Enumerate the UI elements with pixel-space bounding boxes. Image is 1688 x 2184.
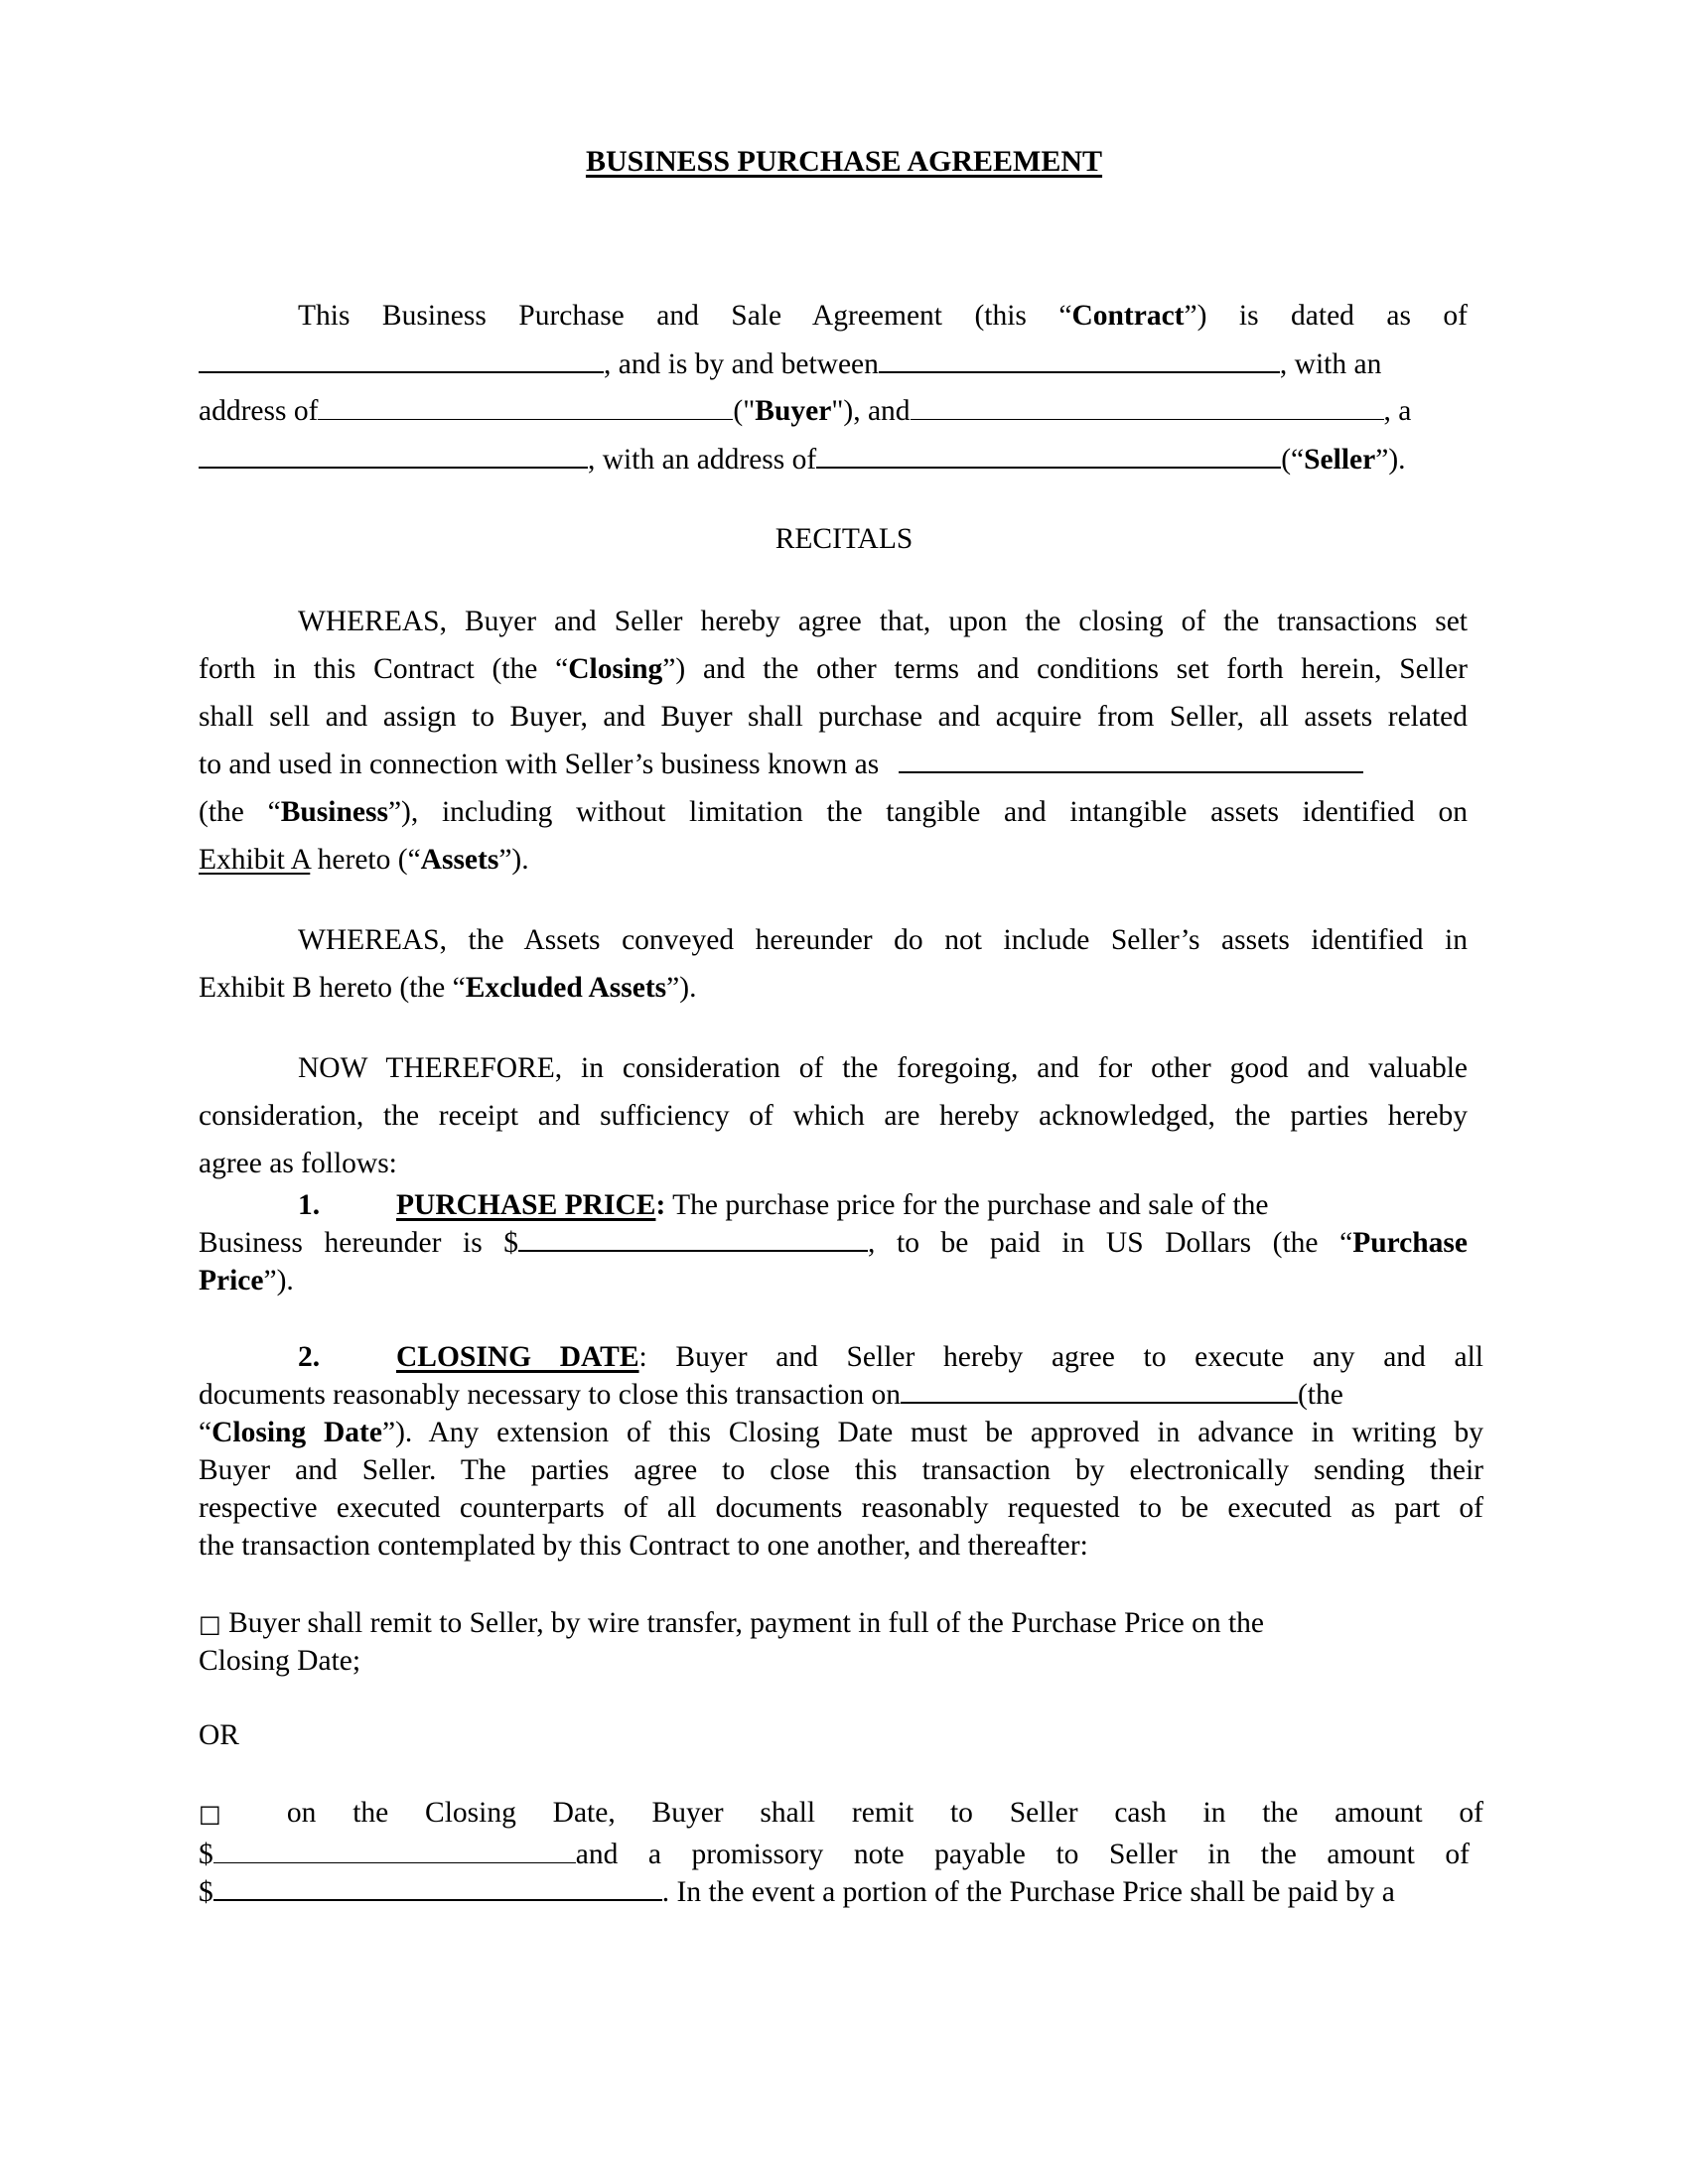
whereas1-line-5: [199, 794, 1468, 830]
text: , a: [1383, 395, 1412, 427]
text: WHEREAS, Buyer and Seller hereby agree that, upon the closing of the transactions set: [298, 606, 1468, 637]
text: (": [733, 395, 756, 427]
text: address of: [199, 395, 319, 427]
section2-line-6: [199, 1528, 1468, 1564]
intro-line-2: [199, 346, 1455, 382]
text: ”).: [666, 972, 697, 1004]
defined-term-closing: Closing: [568, 653, 663, 685]
whereas2-line-2: [199, 970, 1468, 1006]
section2-heading: CLOSING DATE: [396, 1341, 639, 1373]
option2-line-1: [199, 1795, 1483, 1832]
text: . In the event a portion of the Purchase Price shall be paid by a: [661, 1876, 1395, 1908]
defined-term-excluded-assets: Excluded Assets: [465, 972, 667, 1004]
seller-address-blank[interactable]: [816, 445, 1281, 469]
text: ”) and the other terms and conditions set forth herein, Seller: [662, 653, 1468, 685]
defined-term-purchase: Purchase: [1352, 1227, 1468, 1259]
business-name-blank[interactable]: [899, 750, 1363, 773]
whereas1-line-3: [199, 699, 1468, 735]
text: and a promissory note payable to Seller in the amount of: [575, 1839, 1470, 1870]
text: (the: [1297, 1379, 1343, 1411]
wire-transfer-checkbox[interactable]: □: [199, 1610, 221, 1638]
text: Buyer and Seller. The parties agree to close this transaction by electronically sending their: [199, 1454, 1483, 1486]
whereas1-line-6: [199, 842, 1468, 878]
text: ”).: [263, 1265, 294, 1297]
text: $: [199, 1876, 213, 1908]
cash-amount-blank[interactable]: [213, 1841, 576, 1863]
text: , with an address of: [588, 444, 817, 476]
closing-date-blank[interactable]: [901, 1380, 1298, 1404]
whereas1-line-1: [199, 604, 1468, 639]
whereas2-line-1: [199, 922, 1468, 958]
text: ”). Any extension of this Closing Date must be approved in advance in writing by: [381, 1417, 1483, 1448]
text: the transaction contemplated by this Contract to one another, and thereafter:: [199, 1530, 1088, 1562]
text: Closing Date;: [199, 1645, 361, 1677]
buyer-name-blank[interactable]: [879, 349, 1280, 373]
text: , and is by and between: [604, 348, 879, 380]
or-label: OR: [199, 1719, 239, 1751]
text: ”).: [498, 844, 529, 876]
text: , to be paid in US Dollars (the “: [868, 1227, 1353, 1259]
text: Exhibit B hereto (the “: [199, 972, 466, 1004]
text: consideration, the receipt and sufficiency of which are hereby acknowledged, the parties hereby: [199, 1100, 1468, 1132]
now-therefore-line-3: [199, 1146, 1468, 1181]
option2-line-2: [199, 1837, 1470, 1872]
section2-line-1: [199, 1339, 1483, 1375]
text: forth in this Contract (the “: [199, 653, 569, 685]
text: WHEREAS, the Assets conveyed hereunder do not include Seller’s assets identified in: [298, 924, 1468, 956]
purchase-price-blank[interactable]: [518, 1228, 868, 1252]
defined-term-closing-date: Closing Date: [211, 1417, 382, 1448]
date-blank[interactable]: [199, 349, 604, 373]
text: The purchase price for the purchase and sale of the: [665, 1189, 1269, 1221]
section1-line-2: [199, 1225, 1468, 1261]
whereas1-line-4: [199, 747, 1468, 782]
text: (the “: [199, 796, 281, 828]
section2-line-4: [199, 1452, 1483, 1488]
seller-name-blank[interactable]: [911, 397, 1384, 420]
text: ”) is dated as of: [1184, 300, 1468, 332]
text: (“: [1281, 444, 1305, 476]
section2-line-2: [199, 1377, 1468, 1413]
note-amount-blank[interactable]: [213, 1877, 662, 1901]
text: shall sell and assign to Buyer, and Buyer shall purchase and acquire from Seller, all assets related: [199, 701, 1468, 733]
text: documents reasonably necessary to close this transaction on: [199, 1379, 901, 1411]
now-therefore-line-1: [199, 1050, 1468, 1086]
text: :: [638, 1341, 647, 1373]
text: ”), including without limitation the tangible and intangible assets identified on: [387, 796, 1468, 828]
text: on the Closing Date, Buyer shall remit to Seller cash in the amount of: [286, 1797, 1484, 1829]
promissory-note-checkbox[interactable]: □: [199, 1800, 251, 1828]
buyer-address-blank[interactable]: [318, 397, 733, 420]
section1-line-1: [199, 1187, 1468, 1223]
text: Business hereunder is $: [199, 1227, 519, 1259]
text: NOW THEREFORE, in consideration of the foregoing, and for other good and valuable: [298, 1052, 1468, 1084]
text: :: [655, 1189, 666, 1221]
text: This Business Purchase and Sale Agreement (this “: [298, 300, 1072, 332]
option1-line-1: [199, 1605, 1468, 1642]
seller-entity-blank[interactable]: [199, 445, 588, 469]
section2-line-3: [199, 1415, 1483, 1450]
text: Buyer shall remit to Seller, by wire transfer, payment in full of the Purchase Price on the: [220, 1607, 1265, 1639]
section1-line-3: [199, 1263, 1468, 1298]
section1-number: 1.: [298, 1189, 321, 1221]
text: agree as follows:: [199, 1148, 397, 1179]
defined-term-seller: Seller: [1304, 444, 1376, 476]
intro-line-3: [199, 393, 1468, 429]
defined-term-assets: Assets: [420, 844, 499, 876]
text: "), and: [831, 395, 911, 427]
intro-line-1: [199, 298, 1468, 334]
recitals-heading: RECITALS: [774, 523, 914, 555]
option2-line-3: [199, 1874, 1468, 1910]
whereas1-line-2: [199, 651, 1468, 687]
text: respective executed counterparts of all documents reasonably requested to be executed as part of: [199, 1492, 1483, 1524]
section2-line-5: [199, 1490, 1483, 1526]
defined-term-business: Business: [280, 796, 388, 828]
section2-number: 2.: [298, 1341, 321, 1373]
now-therefore-line-2: [199, 1098, 1468, 1134]
text: $: [199, 1839, 213, 1870]
section1-heading: PURCHASE PRICE: [396, 1189, 656, 1221]
text: Buyer and Seller hereby agree to execute any and all: [646, 1341, 1483, 1373]
intro-line-4: [199, 442, 1468, 478]
defined-term-buyer: Buyer: [755, 395, 832, 427]
defined-term-contract: Contract: [1071, 300, 1185, 332]
text: , with an: [1279, 348, 1382, 380]
text: ”).: [1375, 444, 1406, 476]
exhibit-a-reference: Exhibit A: [199, 844, 311, 876]
text: to and used in connection with Seller’s business known as: [199, 749, 880, 780]
option1-line-2: [199, 1643, 1468, 1679]
text: hereto (“: [310, 844, 421, 876]
defined-term-price: Price: [199, 1265, 264, 1297]
document-title: BUSINESS PURCHASE AGREEMENT: [585, 145, 1103, 178]
text: “: [199, 1417, 212, 1448]
